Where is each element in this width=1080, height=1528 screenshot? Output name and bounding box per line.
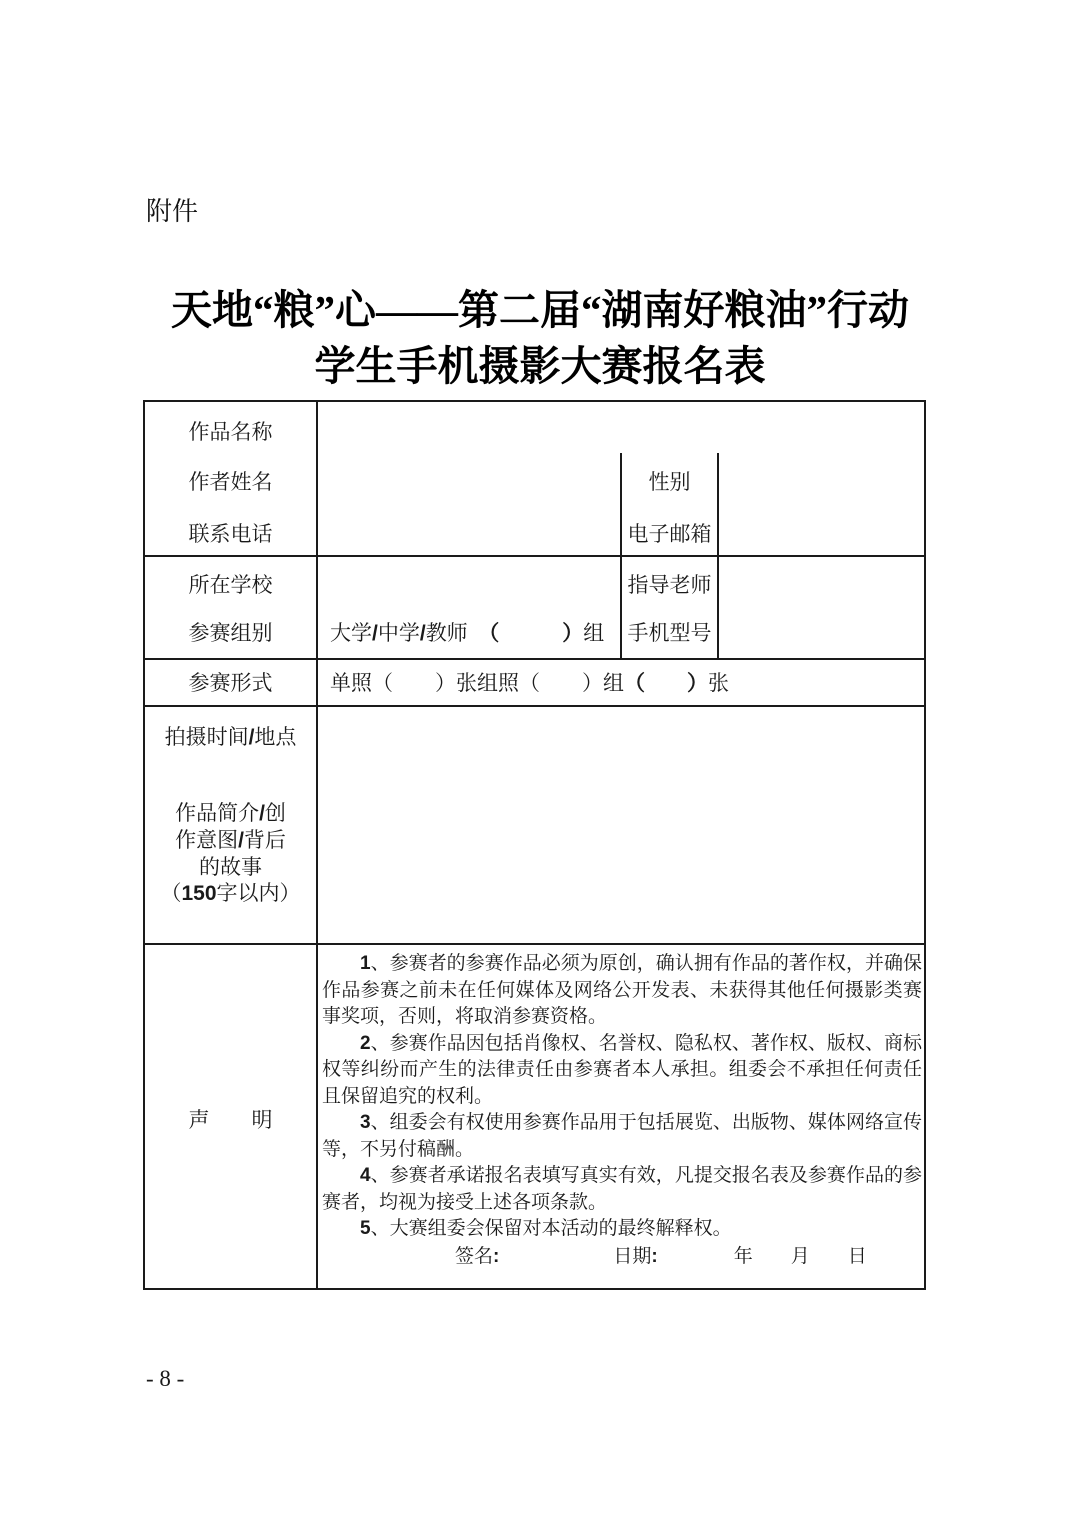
entry-form-options-text: 单照（ ）张组照（ ）组（ ）张 [330, 671, 729, 695]
entry-form-label: 参赛形式 [188, 671, 273, 695]
contact-phone-value-cell [318, 507, 618, 555]
shoot-info-value-cell [318, 707, 922, 943]
gender-value-cell [721, 455, 922, 505]
grid-line-horizontal-4 [145, 943, 924, 945]
document-title [73, 282, 1007, 394]
work-intro-label: 作品简介/创 作意图/背后 的故事 （150字以内） [160, 801, 301, 905]
registration-table [143, 400, 926, 1290]
declaration-text [322, 951, 922, 1243]
grid-line-horizontal-2 [145, 658, 924, 660]
shoot-time-place-label: 拍摄时间/地点 [164, 725, 297, 749]
declaration-item-2: 2、参赛作品因包括肖像权、名誉权、隐私权、著作权、版权、商标权等纠纷而产生的法律责任由参赛者本人承担。组委会不承担任何责任且保留追究的权利。 [322, 1032, 922, 1107]
phone-model-value-cell [721, 609, 922, 658]
school-label: 所在学校 [188, 573, 273, 597]
author-name-label: 作者姓名 [188, 470, 273, 494]
phone-model-label: 手机型号 [627, 621, 712, 645]
group-options-text: 大学/中学/教师 （ ）组 [330, 621, 605, 645]
gender-label: 性别 [648, 470, 691, 494]
advisor-label: 指导老师 [627, 573, 712, 597]
email-label: 电子邮箱 [627, 522, 712, 546]
page-number: - 8 - [146, 1366, 185, 1391]
declaration-label: 声 明 [188, 1108, 273, 1132]
declaration-item-4: 4、参赛者承诺报名表填写真实有效，凡提交报名表及参赛作品的参赛者，均视为接受上述各项条款。 [322, 1165, 922, 1213]
contact-phone-label: 联系电话 [188, 522, 273, 546]
declaration-item-5: 5、大赛组委会保留对本活动的最终解释权。 [360, 1218, 732, 1239]
email-value-cell [721, 507, 922, 555]
declaration-item-3: 3、组委会有权使用参赛作品用于包括展览、出版物、媒体网络宣传等，不另付稿酬。 [322, 1112, 922, 1160]
document-title-line-1: 天地“粮”心——第二届“湖南好粮油”行动 [171, 287, 909, 333]
signature-date-line: 签名: 日期: 年 月 日 [455, 1246, 867, 1267]
school-value-cell [318, 557, 618, 607]
author-name-value-cell [318, 455, 618, 505]
attachment-label: 附件 [146, 196, 199, 226]
work-title-label: 作品名称 [188, 420, 273, 444]
advisor-value-cell [721, 557, 922, 607]
document-title-line-2: 学生手机摄影大赛报名表 [314, 343, 766, 389]
declaration-item-1: 1、参赛者的参赛作品必须为原创，确认拥有作品的著作权，并确保作品参赛之前未在任何媒体及网络公开发表、未获得其他任何摄影类赛事奖项，否则，将取消参赛资格。 [322, 953, 922, 1027]
group-label: 参赛组别 [188, 621, 273, 645]
work-title-value-cell [318, 404, 922, 453]
